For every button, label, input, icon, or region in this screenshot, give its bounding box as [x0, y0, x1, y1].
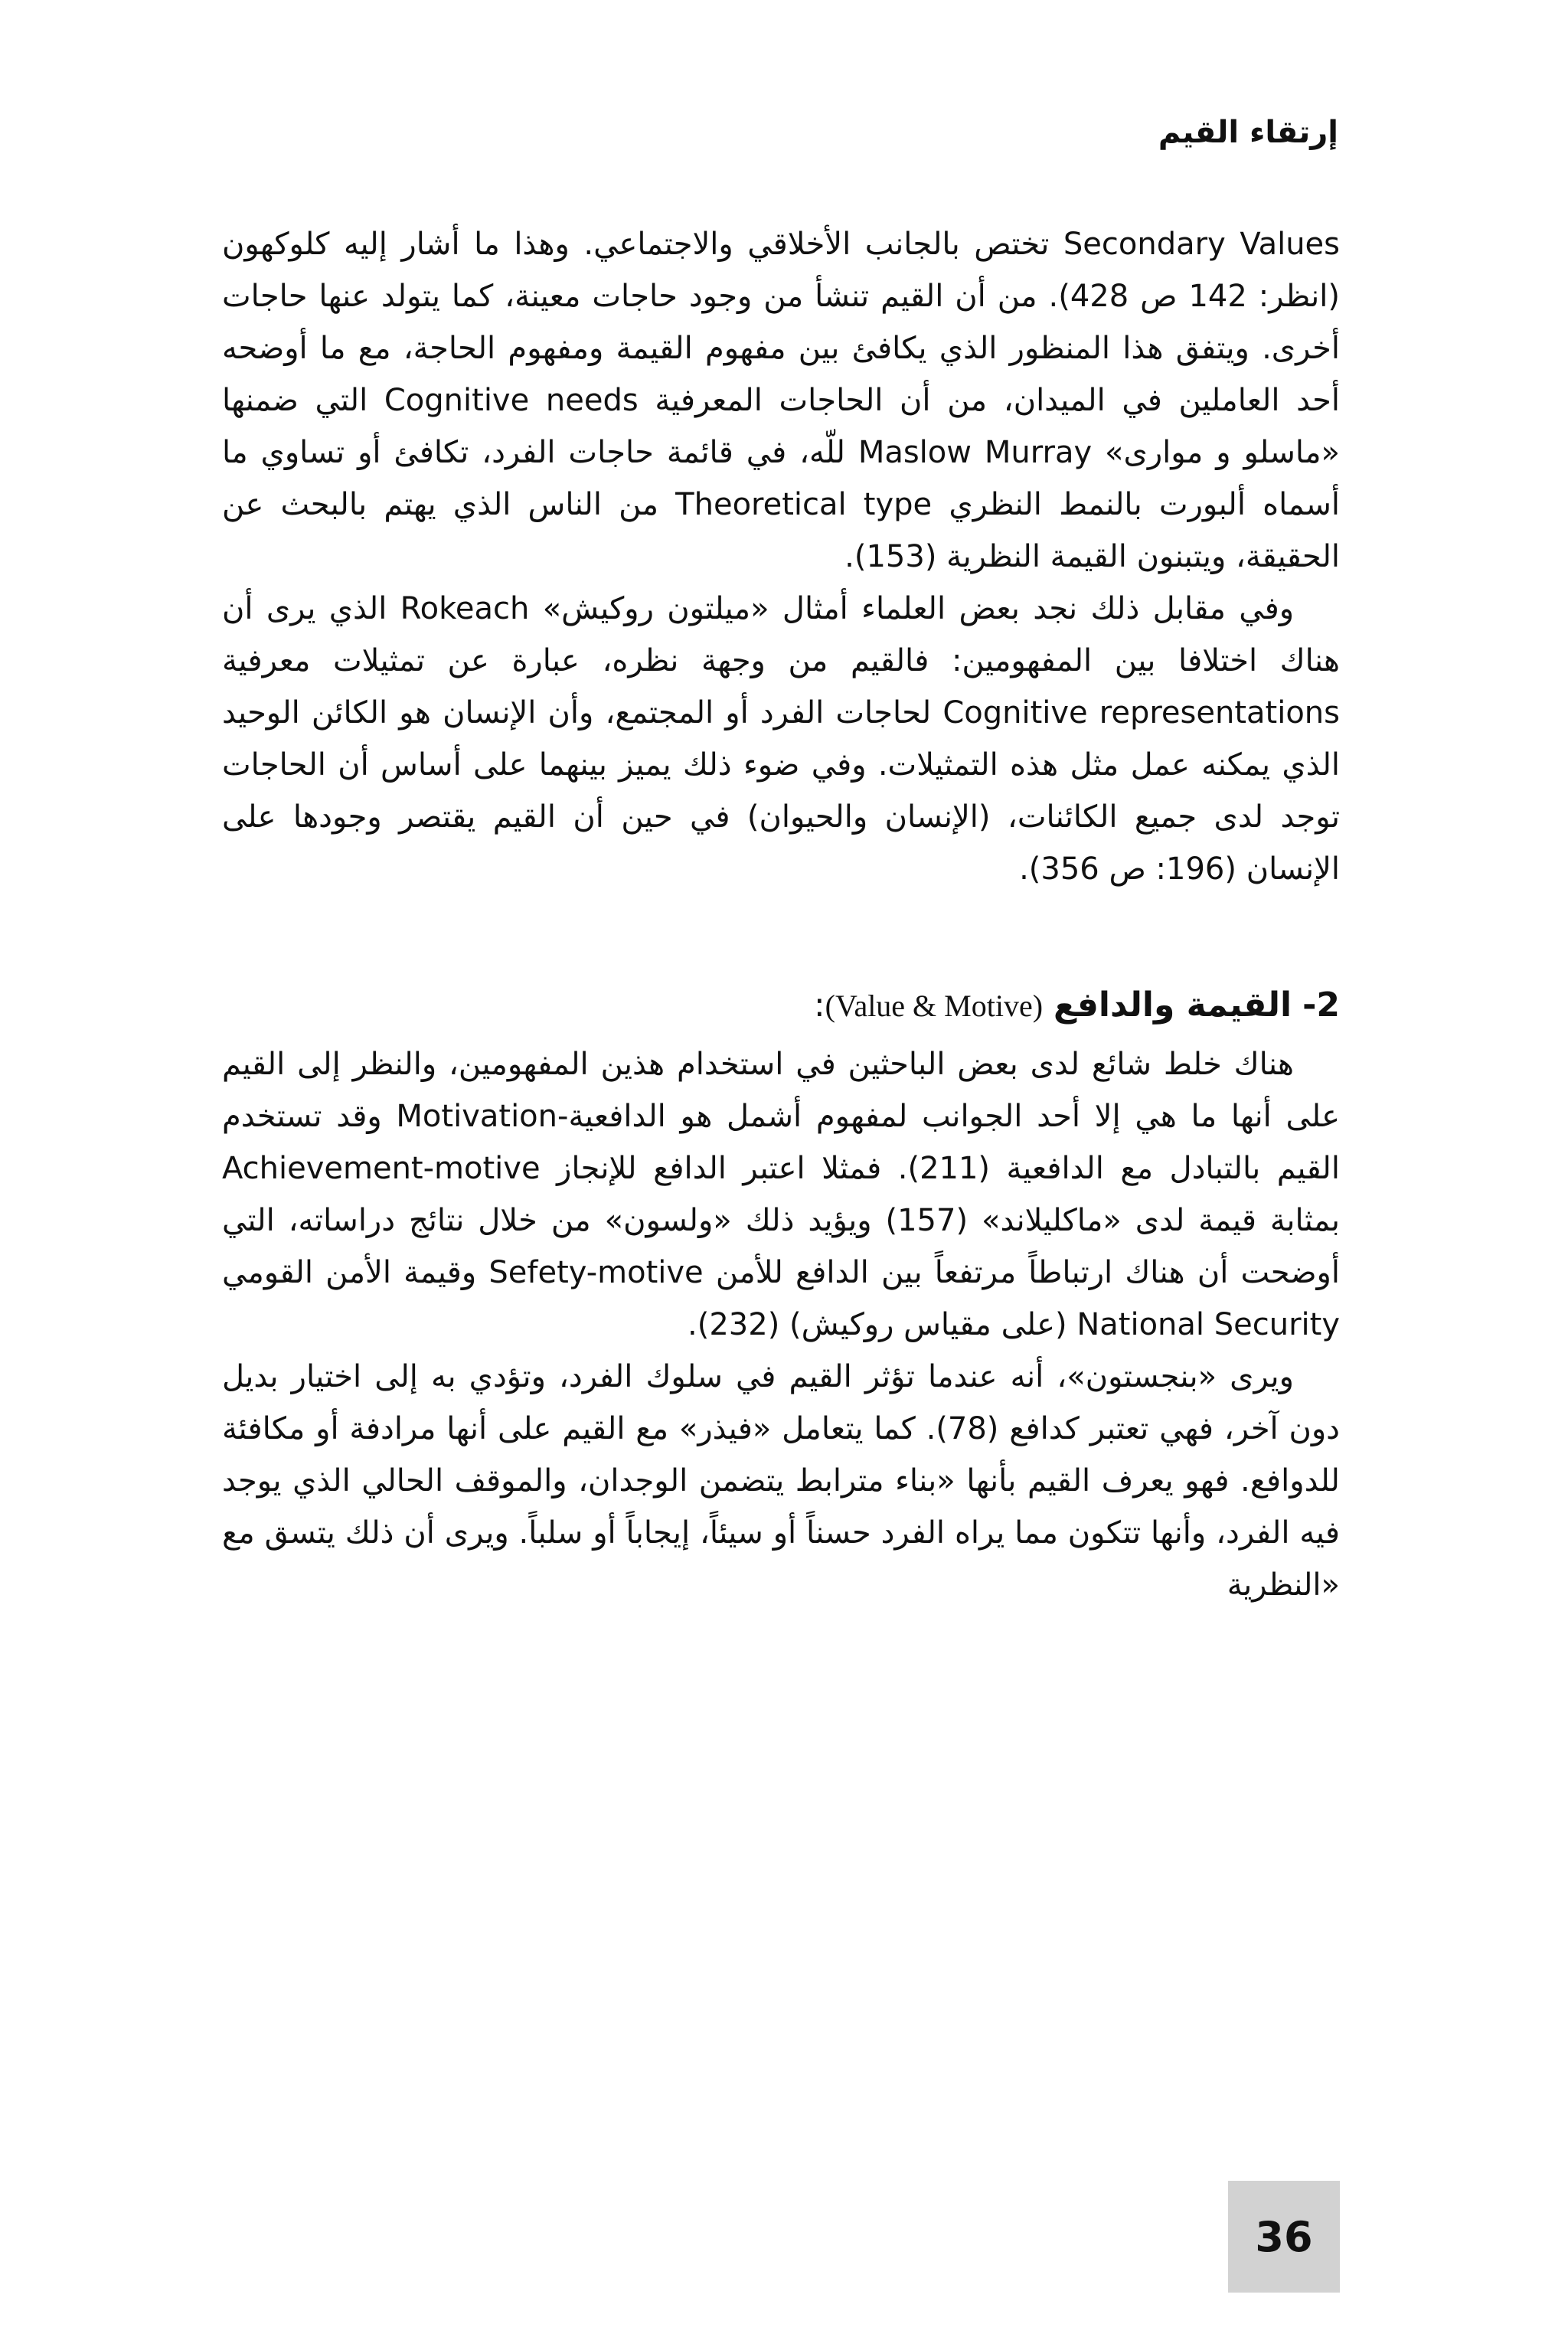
paragraph: ويرى «بنجستون»، أنه عندما تؤثر القيم في سلوك الفرد، وتؤدي به إلى اختيار بديل دون آخر، فهي تعتبر كدافع (78). كما يتعامل «فيذر» مع القيم على أنها مرادفة أو مكافئة للدوافع. فهو يعرف القيم بأنها «بناء مترابط يتضمن الوجدان، والموقف الحالي الذي يوجد فيه الفرد، وأنها تتكون مما يراه الفرد حسناً أو سيئاً، إيجاباً أو سلباً. ويرى أن ذلك يتسق مع «النظرية: [222, 1359, 1340, 1603]
section-number: 2-: [1302, 985, 1340, 1025]
page-number: 36: [1255, 2212, 1313, 2261]
body-text: [222, 218, 1340, 1611]
paragraph: وفي مقابل ذلك نجد بعض العلماء أمثال «ميلتون روكيش» Rokeach الذي يرى أن هناك اختلافا بين المفهومين: فالقيم من وجهة نظره، عبارة عن تمثيلات معرفية Cognitive representations لحاجات الفرد أو المجتمع، وأن الإنسان هو الكائن الوحيد الذي يمكنه عمل مثل هذه التمثيلات. وفي ضوء ذلك يميز بينهما على أساس أن الحاجات توجد لدى جميع الكائنات، (الإنسان والحيوان) في حين أن القيم يقتصر وجودها على الإنسان (196: ص 356).: [222, 591, 1340, 887]
paragraph: Secondary Values تختص بالجانب الأخلاقي والاجتماعي. وهذا ما أشار إليه كلوكهون (انظر: 142 ص 428). من أن القيم تنشأ من وجود حاجات معينة، كما يتولد عنها حاجات أخرى. ويتفق هذا المنظور الذي يكافئ بين مفهوم القيمة ومفهوم الحاجة، مع ما أوضحه أحد العاملين في الميدان، من أن الحاجات المعرفية Cognitive needs التي ضمنها «ماسلو و موارى» Maslow Murray للّه، في قائمة حاجات الفرد، تكافئ أو تساوي ما أسماه ألبورت بالنمط النظري Theoretical type من الناس الذي يهتم بالبحث عن الحقيقة، ويتبنون القيمة النظرية (153).: [222, 227, 1341, 574]
section-title: القيمة والدافع: [1054, 985, 1292, 1025]
section-heading: [222, 979, 1340, 1032]
section-title-colon: :: [813, 985, 825, 1025]
paragraph: هناك خلط شائع لدى بعض الباحثين في استخدام هذين المفهومين، والنظر إلى القيم على أنها ما هي إلا أحد الجوانب لمفهوم أشمل هو الدافعية-Motivation وقد تستخدم القيم بالتبادل مع الدافعية (211). فمثلا اعتبر الدافع للإنجاز Achievement-motive بمثابة قيمة لدى «ماكليلاند» (157) ويؤيد ذلك «ولسون» من خلال نتائج دراساته، التي أوضحت أن هناك ارتباطاً مرتفعاً بين الدافع للأمن Sefety-motive وقيمة الأمن القومي National Security (على مقياس روكيش) (232).: [222, 1047, 1340, 1342]
page-number-box: [1228, 2181, 1340, 2293]
section-title-latin: (Value & Motive): [825, 989, 1044, 1023]
running-header: إرتقاء القيم: [1158, 115, 1338, 150]
